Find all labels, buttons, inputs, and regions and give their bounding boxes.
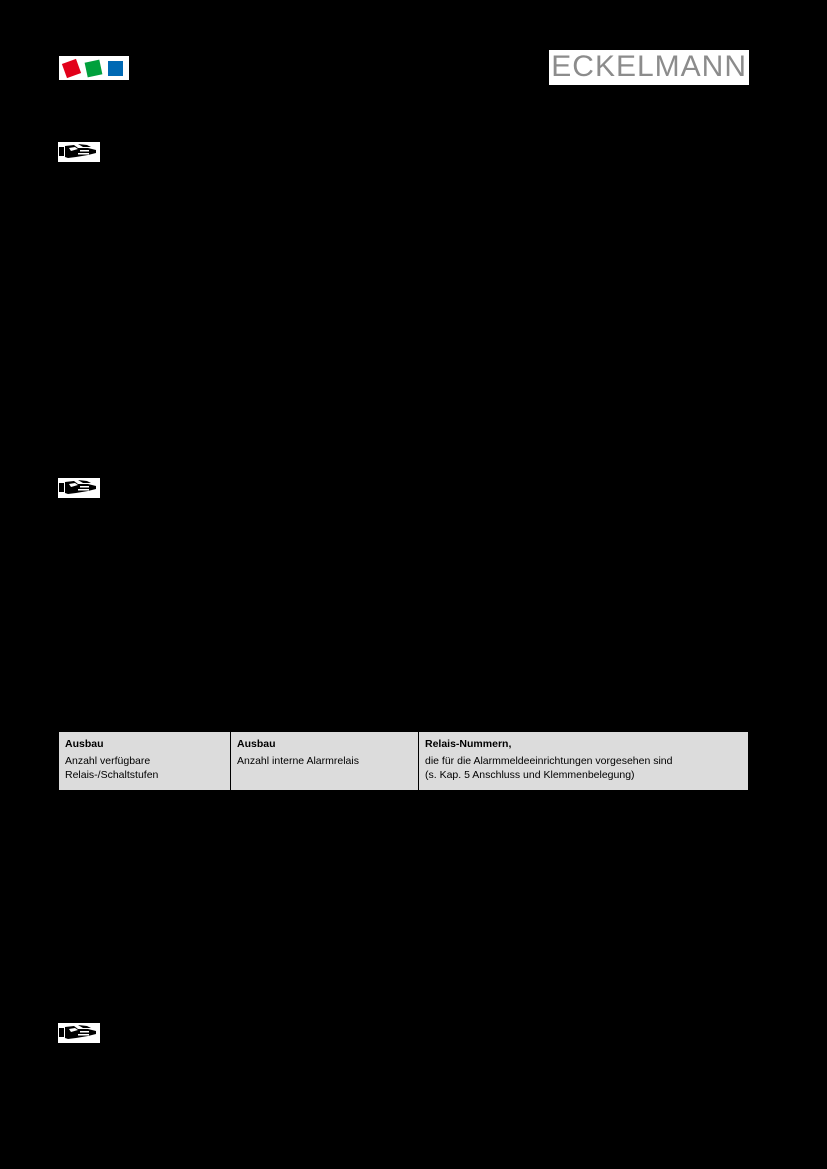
cell-heading: Ausbau xyxy=(237,738,276,750)
table-cell-expansion-stages xyxy=(59,732,231,791)
cell-line: Relais-/Schaltstufen xyxy=(65,769,159,781)
cell-line: (s. Kap. 5 Anschluss und Klemmenbelegung) xyxy=(425,769,635,781)
cell-line: Anzahl verfügbare xyxy=(65,754,151,767)
pointing-hand-icon xyxy=(58,478,100,498)
cell-line: die für die Alarmmeldeeinrichtungen vorgesehen sind xyxy=(425,754,673,767)
cell-heading: Relais-Nummern, xyxy=(425,738,512,750)
cell-line: Anzahl interne Alarmrelais xyxy=(237,754,359,767)
logo-square-red xyxy=(62,59,81,78)
table-cell-relay-numbers xyxy=(419,732,749,791)
table-cell-internal-alarm-relays xyxy=(231,732,419,791)
table-row xyxy=(59,732,749,791)
logo-square-green xyxy=(85,60,103,78)
logo-square-blue xyxy=(108,61,123,76)
eckelmann-logo xyxy=(58,55,130,81)
pointing-hand-icon xyxy=(58,142,100,162)
pointing-hand-icon xyxy=(58,1023,100,1043)
cell-heading: Ausbau xyxy=(65,738,104,750)
relay-assignment-table xyxy=(58,731,749,791)
brand-wordmark: ECKELMANN xyxy=(551,50,747,83)
